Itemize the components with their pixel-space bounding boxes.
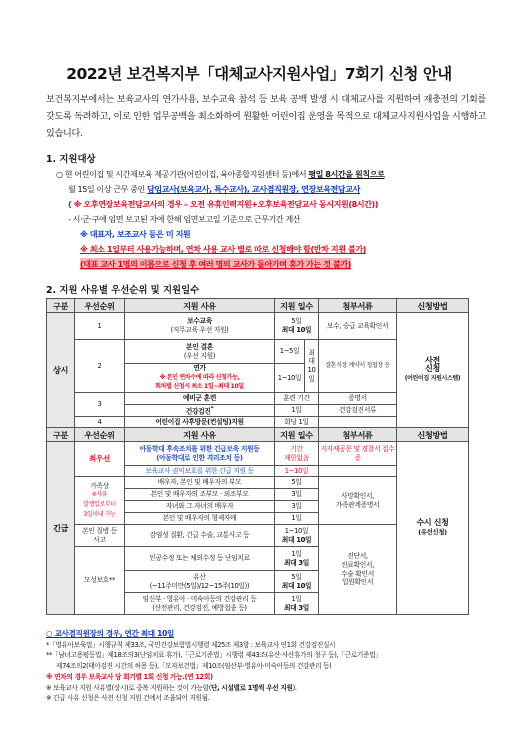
reason-infertility: 인공수정 또는 체외수정 등 난임치료 xyxy=(125,547,275,571)
reason-consulting: 어린이집 사후방문(컨설팅)지원 xyxy=(125,417,275,428)
reason-prenatal-care: 임신부 · 영유아 · 미숙아등의 건강관리 등 (산전관리, 건강검진, 예방접종 등) xyxy=(125,593,275,615)
days-bereavement-parents: 5일 xyxy=(275,477,319,489)
header-reason: 지원 사유 xyxy=(125,299,275,313)
reason-bereavement-grandparents: 본인 및 배우자의 조부모 · 외조부모 xyxy=(125,489,275,501)
reason-teacher-rights: 보육교사 권익보호를 위한 긴급 지원 등 xyxy=(125,466,275,477)
reason-training: 보수교육 (직무교육 우선 지원) xyxy=(125,313,275,340)
header2-documents: 첨부서류 xyxy=(319,428,397,442)
eligibility-line-4: - 시·군·구에 임면 보고된 자에 한해 임면보고일 기준으로 근무기간 계산 xyxy=(68,214,301,224)
method-urgent: 수시 신청 (유선신청) xyxy=(397,442,469,615)
days-miscarriage: 5일 최대 10일 xyxy=(275,571,319,593)
priority-4: 4 xyxy=(75,417,125,428)
eligibility-line-1: ○ 현 어린이집 및 시간제보육 제공기관(어린이집, 육아종합지원센터 등)에서 평일 8시간을 원칙으로 xyxy=(56,169,385,179)
priority-bereavement: 가족상 ※사유 발생일로부터 3일이내 가능 xyxy=(75,477,125,525)
days-teacher-rights: 1~10일 xyxy=(275,466,319,477)
days-reserve-training: 훈련 기간 xyxy=(275,393,319,405)
intro-paragraph: 보건복지부에서는 보육교사의 연가사용, 보수교육 참석 등 보육 공백 발생 시 대체교사를 지원하여 재충전의 기회를 갖도록 독려하고, 이로 인한 업무공백을 최소화하여 원활한 어린이집 운영을 목적으로 대체교사지원사업을 시행하고 있습니다. xyxy=(46,95,486,139)
days-infertility: 1일 최대 3일 xyxy=(275,547,319,571)
header2-reason: 지원 사유 xyxy=(125,428,275,442)
reason-bereavement-parents: 배우자, 본인 및 배우자의 부모 xyxy=(125,477,275,489)
reason-annual-leave: 연가 ※ 본인 연차수에 따라 신청가능, 회차별 신청시 최소 1일~최대 10일 xyxy=(125,364,275,393)
header2-category: 구분 xyxy=(47,428,75,442)
note-director: ○ 교사겸직원장의 경우, 연간 최대 10일 xyxy=(46,629,174,638)
note-laws-1: **「남녀고용평등법」제18조의3(난임치료 휴가),「근로기준법」시행령 제43조(유산·사산휴가의 청구 등),「근로기준법」 xyxy=(46,651,382,660)
eligibility-line-6: ※ 최소 1일부터 사용가능하며, 연차 사용 교사 별로 따로 신청해야 함(반차 지원 불가) xyxy=(80,244,366,254)
priority-1: 1 xyxy=(75,313,125,340)
eligibility-line-3: ( ※ 오후연장보육전담교사의 경우 – 오전 유휴인력지원+오후보육전담교사 동시지원(8시간)) xyxy=(68,199,379,209)
days-consulting: 회당 1일 xyxy=(275,417,319,428)
support-table xyxy=(46,298,469,615)
header-method: 신청방법 xyxy=(397,299,469,313)
priority-top: 최우선 xyxy=(75,442,125,477)
method-regular: 사전 신청 (어린이집 지원시스템) xyxy=(397,313,469,428)
eligibility-line-5: ※ 대표자, 보조교사 등은 미 지원 xyxy=(80,229,191,239)
doc-teacher-rights xyxy=(319,466,397,477)
doc-bereavement: 사망확인서, 가족관계증명서 xyxy=(319,477,397,525)
doc-training: 보수, 승급 교육확인서 xyxy=(319,313,397,340)
note-duplicate: ※ 보육교사 지원 사유별(상시)로 중복 지원하는 것이 가능함(단, 시설별로 1명씩 우선 지원). xyxy=(46,683,297,692)
days-bereavement-siblings: 1일 xyxy=(275,513,319,525)
reason-miscarriage: 유산 (~11주미만(5일)/12~15주(10일)) xyxy=(125,571,275,593)
days-max-10: 최대 10일 xyxy=(305,340,319,393)
section1-heading: 1. 지원대상 xyxy=(46,154,96,165)
note-urgent: ※ 긴급 사유 신청은 사전 신청 지원 건에서 조율되어 지원됨. xyxy=(46,694,210,703)
section2-heading: 2. 지원 사유별 우선순위 및 지원일수 xyxy=(46,285,200,296)
priority-2: 2 xyxy=(75,340,125,393)
doc-child-abuse: 지자체공문 및 경찰서 접수증 xyxy=(319,442,397,466)
reason-bereavement-children: 자녀와 그 자녀의 배우자 xyxy=(125,501,275,513)
header2-method: 신청방법 xyxy=(397,428,469,442)
header-priority: 우선순위 xyxy=(75,299,125,313)
reason-health-check: 건강검진* xyxy=(125,405,275,417)
priority-illness: 본인 질병 등 사고 xyxy=(75,525,125,547)
reason-reserve-training: 예비군 훈련 xyxy=(125,393,275,405)
doc-reserve-training: 증명서 xyxy=(319,393,397,405)
reason-bereavement-siblings: 본인 및 배우자의 형제자매 xyxy=(125,513,275,525)
days-annual-leave: 1~10일 xyxy=(275,364,305,393)
doc-marriage: 결혼식장 계약서 청첩장 등 xyxy=(319,340,397,393)
priority-maternity: 모성보호** xyxy=(75,547,125,615)
days-illness: 1~10일 최대 10일 xyxy=(275,525,319,547)
reason-child-abuse: 아동학대 후속조치를 위한 긴급보육 지원등 (아동학대로 인한 격리조치 등) xyxy=(125,442,275,466)
document-title: 2022년 보건복지부「대체교사지원사업」7회기 신청 안내 xyxy=(66,65,452,83)
header-documents: 첨부서류 xyxy=(319,299,397,313)
days-health-check: 1일 xyxy=(275,405,319,417)
category-urgent: 긴급 xyxy=(47,442,75,615)
eligibility-line-2: 월 15일 이상 근무 중인 담임교사(보육교사, 특수교사), 교사겸직원장, 연장보육전담교사 xyxy=(68,184,361,194)
category-regular: 상시 xyxy=(47,313,75,428)
days-prenatal-care: 1일 최대 3일 xyxy=(275,593,319,615)
reason-illness: 감염성 질환, 긴급 수술, 교통사고 등 xyxy=(125,525,275,547)
eligibility-line-7: (대표 교사 1명의 이름으로 신청 후 여러 명의 교사가 돌아가며 휴가 가는 것 불가) xyxy=(80,259,351,269)
note-annual-leave: ※ 연차의 경우 보육교사 당 회기별 1회 신청 가능.(연 12회) xyxy=(46,672,213,681)
days-child-abuse: 기간 재한없음 xyxy=(275,442,319,466)
header-category: 구분 xyxy=(47,299,75,313)
header-days: 지원 일수 xyxy=(275,299,319,313)
doc-medical: 진단서, 진료확인서, 수술 확인서 입원확인서 xyxy=(319,525,397,615)
doc-health-check: 건강검진서류 xyxy=(319,405,397,417)
note-laws-2: 제74조의2(태아검진 시간의 허용 등),「모자보건법」제10조(임산부·영유아·미숙아등의 건강관리 등) xyxy=(56,662,332,671)
notes-block xyxy=(46,629,486,704)
priority-3: 3 xyxy=(75,393,125,417)
reason-marriage: 본인 결혼 (우선 지원) xyxy=(125,340,275,364)
header2-priority: 우선순위 xyxy=(75,428,125,442)
days-bereavement-children: 3일 xyxy=(275,501,319,513)
note-health-check: *「영유아보육법」시행규칙 제33조, 국민건강보험법시행령 제25조 제3항 : 보육교사 연1회 건강검진실시 xyxy=(46,640,336,649)
days-bereavement-grandparents: 3일 xyxy=(275,489,319,501)
header2-days: 지원 일수 xyxy=(275,428,319,442)
days-marriage: 1~5일 xyxy=(275,340,305,364)
doc-consulting xyxy=(319,417,397,428)
days-training: 5일 최대 10일 xyxy=(275,313,319,340)
